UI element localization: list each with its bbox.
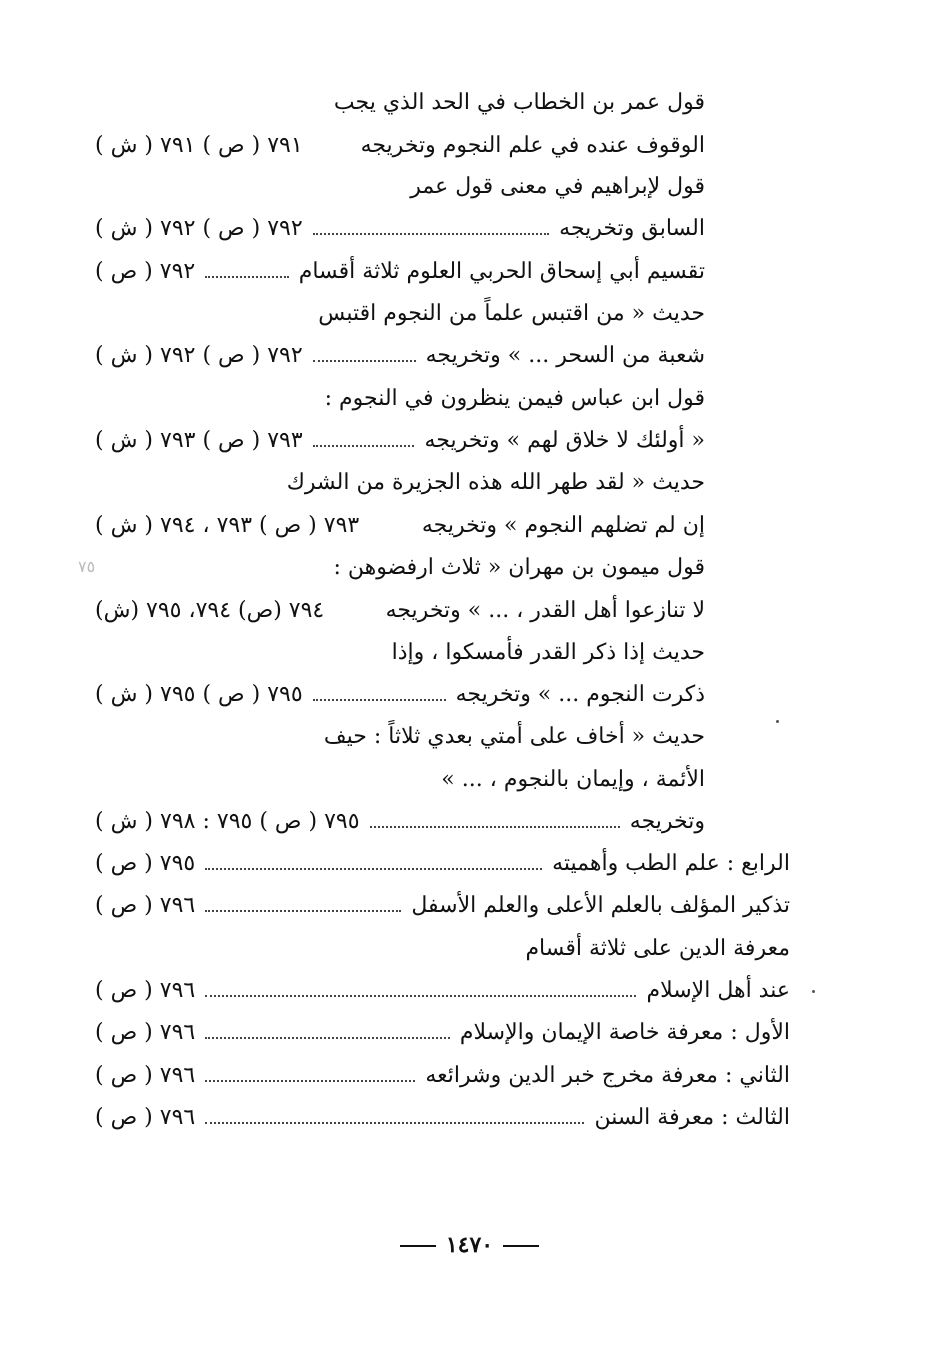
index-line: شعبة من السحر ... » وتخريجه ٧٩٢ ( ص ) ٧٩٢ ( ش ) — [95, 342, 705, 368]
index-line: لا تنازعوا أهل القدر ، ... » وتخريجه ٧٩٤ (ص) ٧٩٤، ٧٩٥ (ش) — [95, 597, 705, 623]
index-line: قول ميمون بن مهران « ثلاث ارفضوهن : — [333, 554, 705, 580]
index-line: قول لإبراهيم في معنى قول عمر — [410, 173, 705, 199]
dot-leader — [205, 910, 401, 912]
dot-leader — [313, 445, 415, 447]
index-line: « أولئك لا خلاق لهم » وتخريجه ٧٩٣ ( ص ) ٧٩٣ ( ش ) — [95, 427, 705, 453]
dot-leader — [205, 868, 542, 870]
index-line: قول عمر بن الخطاب في الحد الذي يجب — [333, 89, 705, 115]
index-line: قول ابن عباس فيمن ينظرون في النجوم : — [324, 385, 705, 411]
faint-stamp: ٧٥ — [78, 557, 96, 576]
dot-leader — [205, 1037, 450, 1039]
index-line: الوقوف عنده في علم النجوم وتخريجه ٧٩١ ( ص ) ٧٩١ ( ش ) — [95, 132, 705, 158]
index-line: حديث « من اقتبس علماً من النجوم اقتبس — [318, 300, 705, 326]
index-line: الرابع : علم الطب وأهميته ٧٩٥ ( ص ) — [95, 850, 790, 876]
index-line: عند أهل الإسلام ٧٩٦ ( ص ) — [95, 977, 790, 1003]
index-line: الأول : معرفة خاصة الإيمان والإسلام ٧٩٦ ( ص ) — [95, 1019, 790, 1045]
index-line: حديث « لقد طهر الله هذه الجزيرة من الشرك — [286, 469, 705, 495]
dot-leader — [205, 276, 289, 278]
index-line: حديث إذا ذكر القدر فأمسكوا ، وإذا — [391, 639, 705, 665]
index-line: حديث « أخاف على أمتي بعدي ثلاثاً : حيف — [323, 723, 705, 749]
dot-leader — [370, 826, 620, 828]
page-footer — [0, 1232, 939, 1258]
index-line: الثالث : معرفة السنن ٧٩٦ ( ص ) — [95, 1104, 790, 1130]
dot-leader — [313, 233, 550, 235]
footer-dash — [503, 1245, 539, 1247]
index-line: تذكير المؤلف بالعلم الأعلى والعلم الأسفل ٧٩٦ ( ص ) — [95, 892, 790, 918]
page-number: ١٤٧٠ — [445, 1232, 494, 1258]
index-line: وتخريجه ٧٩٥ ( ص ) ٧٩٥ : ٧٩٨ ( ش ) — [95, 808, 705, 834]
index-line: إن لم تضلهم النجوم » وتخريجه ٧٩٣ ( ص ) ٧٩٣ ، ٧٩٤ ( ش ) — [95, 512, 705, 538]
dot-leader — [205, 1122, 584, 1124]
index-line: الأئمة ، وإيمان بالنجوم ، ... » — [441, 766, 705, 792]
scan-speck — [776, 720, 779, 723]
index-line: تقسيم أبي إسحاق الحربي العلوم ثلاثة أقسام ٧٩٢ ( ص ) — [95, 258, 705, 284]
scan-speck — [812, 990, 815, 993]
index-line: معرفة الدين على ثلاثة أقسام — [525, 935, 790, 961]
dot-leader — [313, 699, 446, 701]
dot-leader — [205, 995, 636, 997]
footer-dash — [400, 1245, 436, 1247]
index-line: السابق وتخريجه ٧٩٢ ( ص ) ٧٩٢ ( ش ) — [95, 215, 705, 241]
dot-leader — [205, 1080, 415, 1082]
dot-leader — [313, 360, 416, 362]
index-line: الثاني : معرفة مخرج خبر الدين وشرائعه ٧٩٦ ( ص ) — [95, 1062, 790, 1088]
index-line: ذكرت النجوم ... » وتخريجه ٧٩٥ ( ص ) ٧٩٥ ( ش ) — [95, 681, 705, 707]
